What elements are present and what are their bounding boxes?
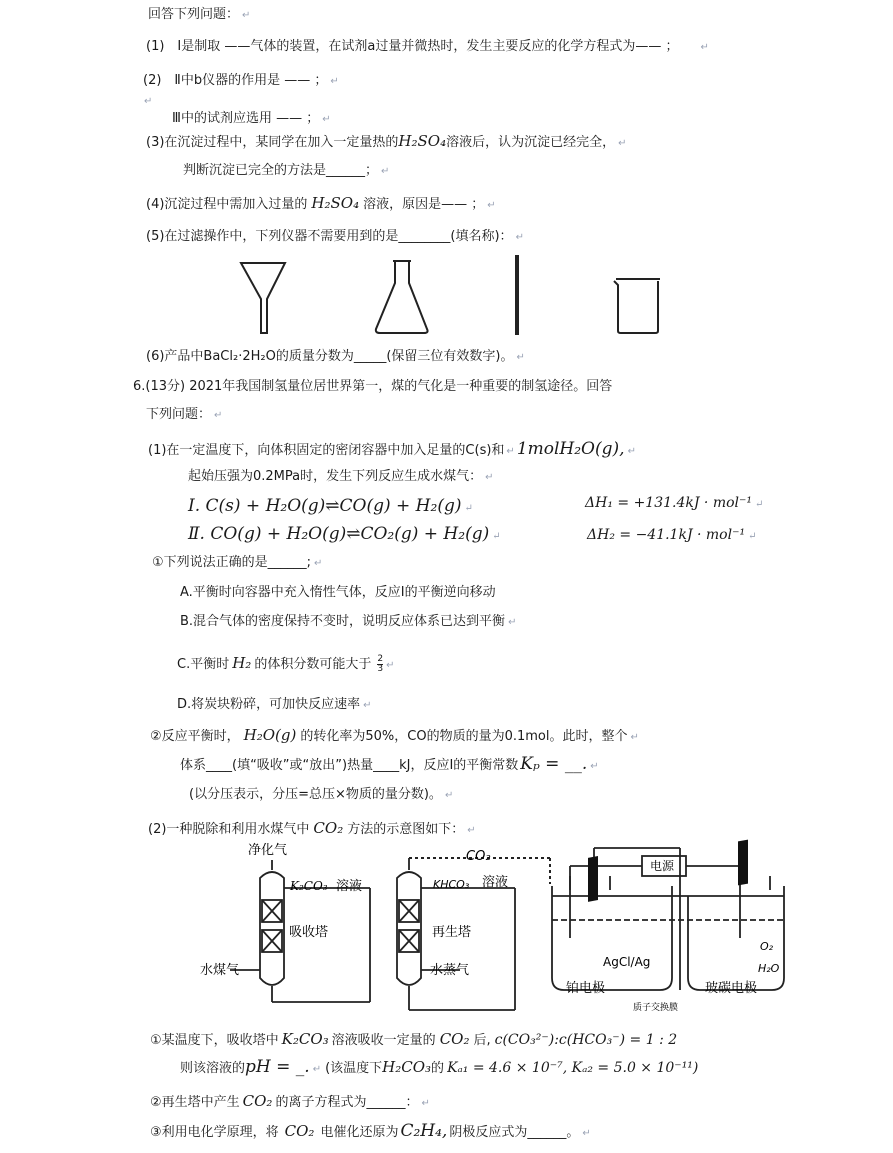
paragraph-mark: ↵ — [755, 499, 764, 510]
funnel-icon — [241, 263, 285, 333]
q6-line — [146, 348, 525, 367]
paragraph-mark: ↵ — [386, 660, 395, 671]
paragraph-mark: ↵ — [618, 138, 627, 149]
sub1-line — [152, 554, 322, 573]
q2b-line — [172, 110, 331, 129]
sub3a-text-mid: 溶液吸收一定量的 — [331, 1033, 436, 1048]
option-a — [180, 584, 496, 602]
intro-line — [148, 6, 250, 25]
glass-rod-icon — [515, 255, 519, 335]
sub2b-formula: Kₚ = __. — [520, 754, 588, 774]
paragraph-mark: ↵ — [242, 10, 251, 21]
paragraph-mark: ↵ — [748, 531, 757, 542]
paragraph-mark: ↵ — [627, 446, 636, 457]
sub3b-text-pre: 则该溶液的 — [180, 1061, 246, 1076]
option-a-text: A.平衡时向容器中充入惰性气体，反应Ⅰ的平衡逆向移动 — [180, 585, 496, 600]
sub3a-formula-2: CO₂ — [439, 1030, 470, 1048]
p6-2-line — [148, 819, 476, 840]
equation-2-enthalpy — [587, 526, 757, 546]
p6-1-text-pre: (1)在一定温度下，向体积固定的密闭容器中加入足量的C(s)和 — [148, 443, 505, 458]
regeneration-tower-label: 再生塔 — [432, 925, 472, 940]
sub4-text-post: 的离子方程式为______： — [275, 1095, 419, 1110]
q3a-formula: H₂SO₄ — [398, 132, 447, 150]
sub3b-line — [180, 1058, 698, 1079]
sub5-text-pre: ③利用电化学原理，将 — [150, 1125, 279, 1140]
p6-head-text: 6.(13分) 2021年我国制氢量位居世界第一，煤的气化是一种重要的制氢途径。回答 — [133, 379, 613, 394]
fraction — [377, 655, 383, 674]
q6-text: (6)产品中BaCl₂·2H₂O的质量分数为_____(保留三位有效数字)。 — [146, 349, 514, 364]
blank-line — [141, 92, 152, 111]
sub3b-formula: H₂CO₃ — [382, 1058, 432, 1076]
fraction-numerator: 2 — [377, 654, 384, 664]
q2a-line — [143, 72, 339, 91]
p6-head2-line — [146, 406, 222, 425]
p6-1-formula: 1molH₂O(g), — [516, 439, 625, 459]
p6-1b-text: 起始压强为0.2MPa时，发生下列反应生成水煤气： — [188, 469, 483, 484]
equation-1-enthalpy — [585, 494, 763, 514]
conical-flask-icon — [376, 261, 428, 333]
sub3b-ka: Kₐ₁ = 4.6 × 10⁻⁷, Kₐ₂ = 5.0 × 10⁻¹¹) — [447, 1060, 699, 1076]
sub3a-line — [150, 1030, 677, 1050]
option-c — [177, 654, 394, 675]
sub3a-formula-1: K₂CO₃ — [281, 1030, 329, 1048]
option-d-text: D.将炭块粉碎，可加快反应速率 — [177, 697, 361, 712]
paragraph-mark: ↵ — [487, 200, 496, 211]
paragraph-mark: ↵ — [214, 410, 223, 421]
sub5-formula-2: C₂H₄, — [400, 1121, 448, 1141]
paragraph-mark: ↵ — [363, 700, 372, 711]
sub2b-text-pre: 体系____(填“吸收”或“放出”)热量____kJ，反应Ⅰ的平衡常数 — [180, 758, 519, 773]
solution-label-2: 溶液 — [482, 875, 509, 890]
khco3-label: KHCO₃ — [433, 878, 470, 891]
q3a-line — [146, 132, 627, 153]
sub2a-text-pre: ②反应平衡时， — [150, 729, 240, 744]
lab-instruments-figure — [230, 255, 680, 340]
beaker-icon — [614, 279, 660, 333]
sub5-line — [150, 1122, 591, 1143]
power-source-label: 电源 — [650, 859, 675, 873]
sub5-formula-1: CO₂ — [284, 1122, 315, 1140]
paragraph-mark: ↵ — [314, 558, 323, 569]
q4-line — [146, 194, 496, 215]
fraction-denominator: 3 — [377, 664, 384, 674]
sub3b-text-mid: (该温度下 — [325, 1061, 383, 1076]
sub3a-ratio: c(CO₃²⁻):c(HCO₃⁻) = 1 : 2 — [494, 1032, 678, 1048]
equation-2-enthalpy-text: ΔH₂ = −41.1kJ · mol⁻¹ — [587, 527, 746, 543]
option-c-formula: H₂ — [232, 654, 252, 672]
equation-1-enthalpy-text: ΔH₁ = +131.4kJ · mol⁻¹ — [585, 495, 753, 511]
option-b — [180, 613, 516, 632]
p6-1b-line — [188, 468, 494, 487]
paragraph-mark: ↵ — [508, 617, 517, 628]
option-d — [177, 696, 372, 715]
q3a-text-pre: (3)在沉淀过程中，某同学在加入一定量热的 — [146, 135, 399, 150]
sub5-text-mid: 电催化还原为 — [320, 1125, 399, 1140]
paragraph-mark: ↵ — [144, 96, 153, 107]
p6-head2-text: 下列问题： — [146, 407, 212, 422]
sub3b-ph: pH = _. — [245, 1057, 310, 1077]
q1-line — [146, 38, 709, 57]
sub4-line — [150, 1092, 430, 1113]
sub4-text-pre: ②再生塔中产生 — [150, 1095, 240, 1110]
q3a-text-post: 溶液后，认为沉淀已经完全， — [446, 135, 616, 150]
sub2c-line — [189, 786, 453, 805]
q3b-line — [183, 162, 389, 181]
intro-text: 回答下列问题： — [148, 7, 240, 22]
h2o-label: H₂O — [758, 962, 780, 975]
steam-label: 水蒸气 — [430, 963, 470, 978]
equation-2-text: Ⅱ. CO(g) + H₂O(g)⇌CO₂(g) + H₂(g) — [188, 524, 490, 544]
absorption-tower-label: 吸收塔 — [289, 925, 329, 940]
q5-text: (5)在过滤操作中，下列仪器不需要用到的是________(填名称)： — [146, 229, 513, 244]
glassy-carbon-electrode — [738, 840, 748, 886]
option-b-text: B.混合气体的密度保持不变时，说明反应体系已达到平衡 — [180, 614, 506, 629]
sub2a-line — [150, 726, 639, 747]
paragraph-mark: ↵ — [515, 232, 524, 243]
co2-label: CO₂ — [466, 849, 491, 864]
paragraph-mark: ↵ — [322, 114, 331, 125]
equation-1 — [188, 497, 473, 518]
sub3b-text-mid2: 的 — [431, 1061, 445, 1076]
paragraph-mark: ↵ — [312, 1064, 322, 1075]
p6-1-line — [148, 440, 636, 461]
water-gas-label: 水煤气 — [200, 963, 240, 978]
sub5-text-post: 阴极反应式为______。 — [449, 1125, 580, 1140]
paragraph-mark: ↵ — [492, 531, 501, 542]
q5-line — [146, 228, 524, 247]
q4-text-post: 溶液，原因是—— ； — [363, 197, 485, 212]
paragraph-mark: ↵ — [582, 1128, 591, 1139]
o2-label: O₂ — [760, 940, 774, 953]
q4-text-pre: (4)沉淀过程中需加入过量的 — [146, 197, 308, 212]
co2-removal-schematic — [190, 838, 800, 1018]
solution-label-1: 溶液 — [336, 879, 363, 894]
q1-text: (1) Ⅰ是制取 ——气体的装置，在试剂a过量并微热时，发生主要反应的化学方程式为—— ； — [146, 39, 679, 54]
paragraph-mark: ↵ — [700, 42, 709, 53]
k2co3-label: K₂CO₃ — [290, 879, 328, 893]
paragraph-mark: ↵ — [590, 761, 599, 772]
proton-exchange-membrane-label: 质子交换膜 — [633, 1003, 679, 1013]
q2b-text: Ⅲ中的试剂应选用 —— ； — [172, 111, 320, 126]
equation-2 — [188, 525, 501, 546]
sub2a-formula: H₂O(g) — [243, 726, 297, 744]
paragraph-mark: ↵ — [630, 732, 639, 743]
platinum-electrode-label: 铂电极 — [566, 981, 606, 996]
paragraph-mark: ↵ — [330, 76, 339, 87]
paragraph-mark: ↵ — [381, 166, 390, 177]
sub3a-text-pre: ①某温度下，吸收塔中 — [150, 1033, 279, 1048]
option-c-text-pre: C.平衡时 — [177, 657, 230, 672]
sub4-formula: CO₂ — [242, 1092, 273, 1110]
sub2a-text-post: 的转化率为50%，CO的物质的量为0.1mol。此时，整个 — [300, 729, 628, 744]
q4-formula: H₂SO₄ — [311, 194, 360, 212]
purified-gas-label: 净化气 — [248, 843, 288, 858]
p6-head-line — [133, 378, 612, 396]
sub3a-text-mid2: 后, — [473, 1033, 491, 1048]
q3b-text: 判断沉淀已完全的方法是______； — [183, 163, 379, 178]
option-c-text-post: 的体积分数可能大于 — [254, 657, 372, 672]
q2a-text: (2) Ⅱ中b仪器的作用是 —— ； — [143, 73, 328, 88]
paragraph-mark: ↵ — [467, 825, 476, 836]
sub1-text: ①下列说法正确的是______; — [152, 555, 312, 570]
sub2c-text: (以分压表示，分压=总压×物质的量分数)。 — [189, 787, 442, 802]
p6-2-text-pre: (2)一种脱除和利用水煤气中 — [148, 822, 310, 837]
equation-1-text: Ⅰ. C(s) + H₂O(g)⇌CO(g) + H₂(g) — [188, 496, 462, 516]
paragraph-mark: ↵ — [421, 1098, 430, 1109]
glassy-carbon-label: 玻碳电极 — [705, 981, 758, 996]
paragraph-mark: ↵ — [516, 352, 525, 363]
p6-2-text-post: 方法的示意图如下： — [347, 822, 465, 837]
paragraph-mark: ↵ — [506, 446, 515, 457]
paragraph-mark: ↵ — [485, 472, 494, 483]
platinum-electrode — [588, 856, 598, 902]
agcl-ag-label: AgCl/Ag — [603, 955, 651, 969]
paragraph-mark: ↵ — [464, 503, 473, 514]
sub2b-line — [180, 755, 599, 776]
p6-2-formula: CO₂ — [313, 819, 344, 837]
paragraph-mark: ↵ — [444, 790, 454, 801]
